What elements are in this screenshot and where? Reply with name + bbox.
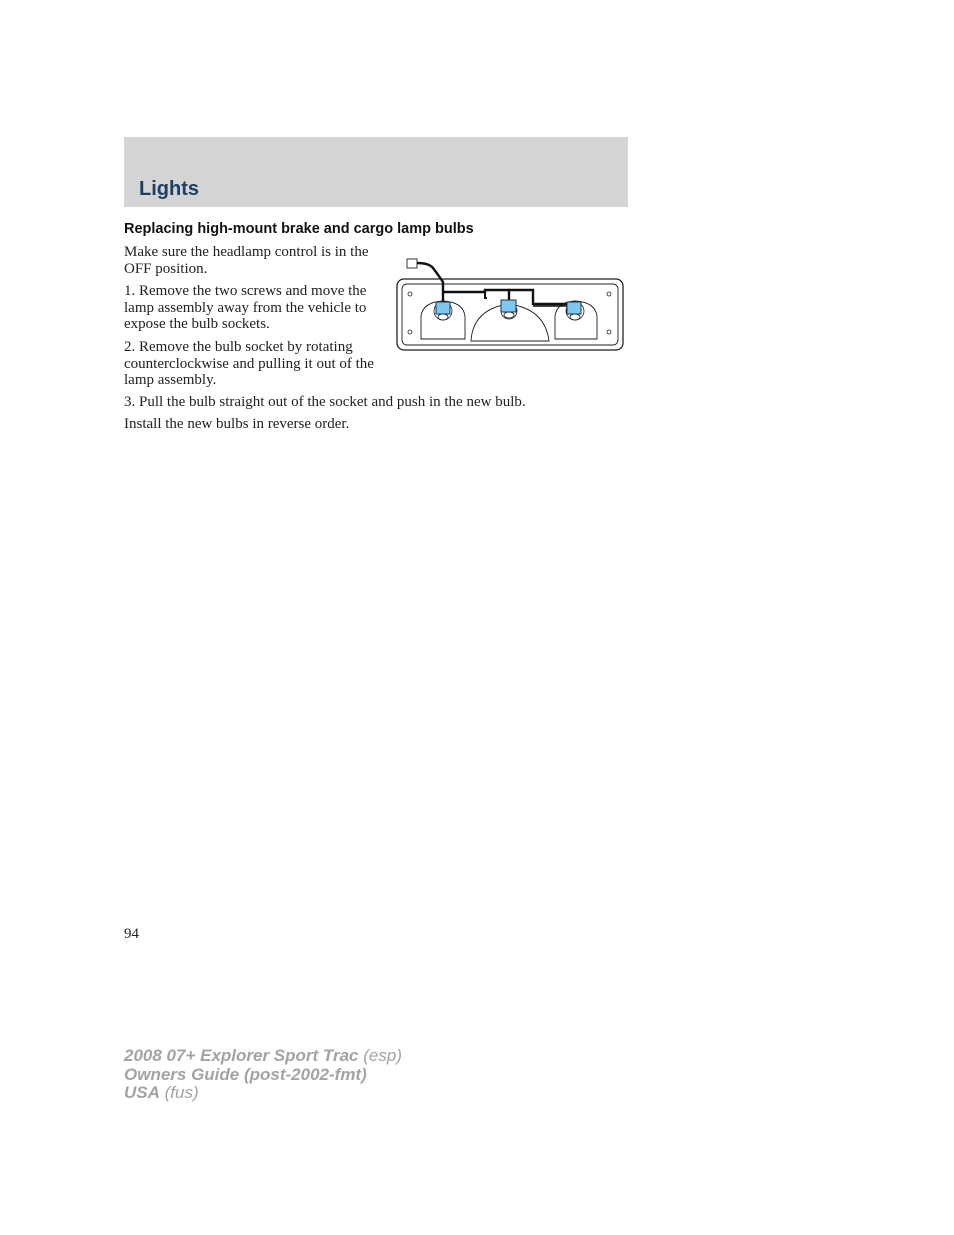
- intro-paragraph: Make sure the headlamp control is in the OFF position.: [124, 244, 369, 277]
- closing-paragraph: Install the new bulbs in reverse order.: [124, 416, 350, 432]
- footer-guide-name: Owners Guide (post-2002-fmt): [124, 1064, 367, 1084]
- footer-line-2: [124, 1066, 402, 1085]
- footer-model: 2008 07+ Explorer Sport Trac: [124, 1046, 359, 1065]
- page-number: 94: [124, 926, 139, 942]
- step-1-paragraph: 1. Remove the two screws and move the lamp assembly away from the vehicle to expose the bulb sockets.: [124, 283, 367, 332]
- section-title: Lights: [139, 178, 199, 200]
- footer-market: USA: [124, 1083, 160, 1102]
- footer-line-3: [124, 1084, 402, 1103]
- lamp-assembly-illustration-icon: [393, 254, 627, 354]
- footer-market-code: (fus): [164, 1083, 199, 1102]
- footer-model-code: (esp): [363, 1046, 402, 1065]
- section-header-band: [124, 137, 628, 207]
- step-2-paragraph: 2. Remove the bulb socket by rotating counterclockwise and pulling it out of the lamp assembly.: [124, 339, 374, 388]
- footer-document-info: [124, 1047, 402, 1103]
- step-3-paragraph: 3. Pull the bulb straight out of the socket and push in the new bulb.: [124, 394, 526, 410]
- subheading: Replacing high-mount brake and cargo lamp bulbs: [124, 221, 474, 237]
- footer-line-1: [124, 1047, 402, 1066]
- lamp-assembly-figure: [393, 254, 627, 354]
